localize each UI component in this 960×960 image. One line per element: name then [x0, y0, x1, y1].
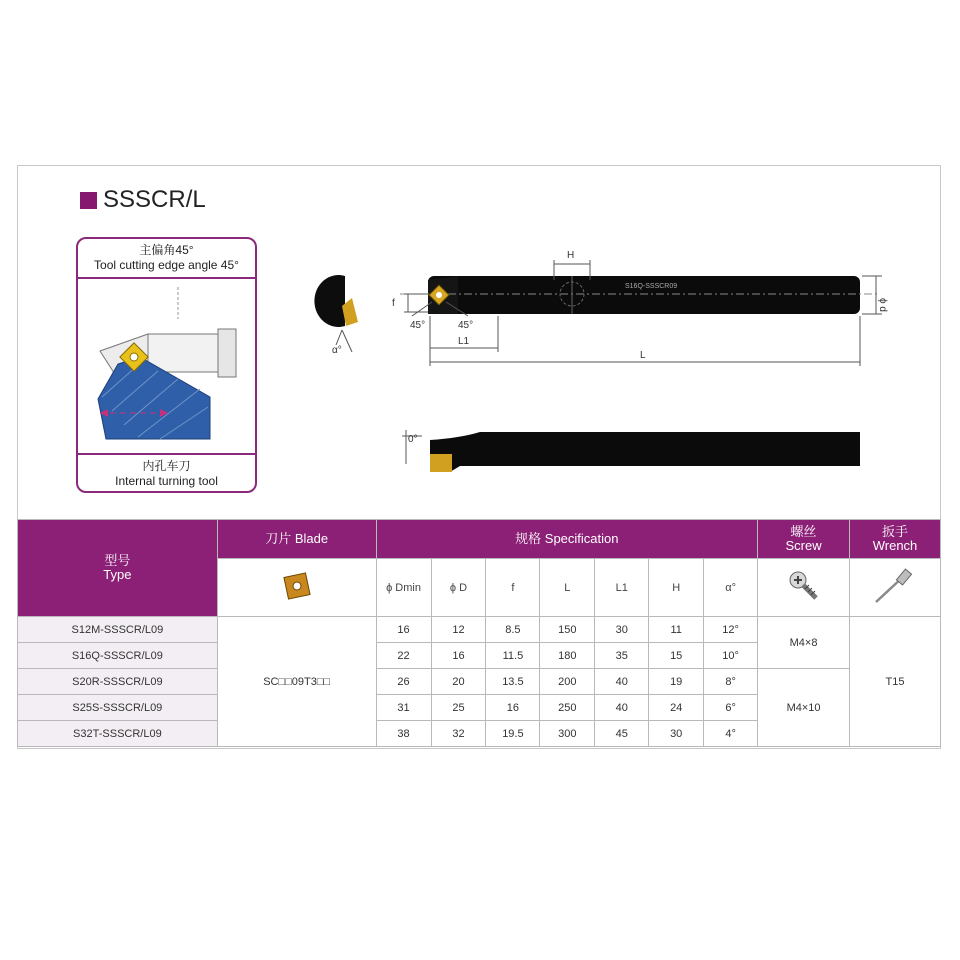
info-box — [76, 237, 257, 493]
col-alpha: α° — [704, 559, 758, 617]
L-label: L — [640, 350, 646, 361]
d-label: ϕ d — [877, 298, 888, 312]
tool-top-view — [400, 276, 880, 314]
cell: 22 — [376, 643, 431, 669]
dim-d — [862, 276, 888, 314]
cell: 32 — [431, 721, 486, 747]
cutting-illustration — [78, 279, 255, 453]
insert-icon — [277, 566, 317, 606]
spec-table — [17, 519, 941, 747]
col-L: L — [540, 559, 595, 617]
angle-right-label: 45° — [458, 320, 474, 331]
type-header-cn: 型号 — [104, 553, 131, 568]
cell: 12° — [704, 617, 758, 643]
alpha-label: α° — [332, 345, 342, 356]
cell: 11 — [649, 617, 704, 643]
screw-header-en: Screw — [785, 538, 822, 553]
cell: 300 — [540, 721, 595, 747]
cell: 10° — [704, 643, 758, 669]
angle-en: Tool cutting edge angle 45° — [94, 258, 239, 272]
cell: 200 — [540, 669, 595, 695]
screw-header-cn: 螺丝 — [790, 524, 817, 539]
angle-cn: 主偏角45° — [139, 243, 194, 257]
engraving: S16Q-SSSCR09 — [625, 283, 678, 290]
cell: 250 — [540, 695, 595, 721]
tool-cn: 内孔车刀 — [142, 459, 191, 473]
cell: 8.5 — [486, 617, 540, 643]
info-box-header — [78, 239, 255, 279]
row-type: S25S-SSSCR/L09 — [18, 695, 218, 721]
row-type: S32T-SSSCR/L09 — [18, 721, 218, 747]
angle-left-label: 45° — [410, 320, 426, 331]
wrench-icon — [872, 566, 918, 606]
insert-model: SC□□09T3□□ — [217, 617, 376, 747]
screw-header — [758, 520, 850, 559]
col-f: f — [486, 559, 540, 617]
wrench-header — [850, 520, 941, 559]
screw-large: M4×10 — [758, 669, 850, 747]
dim-L — [430, 316, 860, 366]
zero-label: 0° — [408, 434, 418, 445]
cell: 30 — [595, 617, 649, 643]
title-text: SSSCR/L — [103, 186, 206, 213]
cell: 16 — [431, 643, 486, 669]
cell: 13.5 — [486, 669, 540, 695]
spec-header: 规格 Specification — [376, 520, 758, 559]
tool-drawing — [300, 240, 900, 480]
cell: 35 — [595, 643, 649, 669]
blade-image-cell — [217, 559, 376, 617]
cell: 8° — [704, 669, 758, 695]
table-row — [18, 669, 941, 695]
wrench-header-cn: 扳手 — [881, 524, 908, 539]
cell: 38 — [376, 721, 431, 747]
product-title — [80, 186, 206, 214]
table-row — [18, 617, 941, 643]
tool-en: Internal turning tool — [115, 474, 218, 488]
wrench-value: T15 — [850, 617, 941, 747]
type-header — [18, 520, 218, 617]
cell: 19 — [649, 669, 704, 695]
f-label: f — [392, 298, 395, 309]
screw-small: M4×8 — [758, 617, 850, 669]
tool-side-view — [402, 430, 860, 472]
type-header-en: Type — [103, 567, 132, 582]
cell: 26 — [376, 669, 431, 695]
col-d: ϕ D — [431, 559, 486, 617]
end-view — [314, 275, 358, 356]
cell: 25 — [431, 695, 486, 721]
info-box-footer — [78, 453, 255, 491]
cell: 40 — [595, 695, 649, 721]
cell: 19.5 — [486, 721, 540, 747]
screw-icon — [784, 566, 824, 606]
cell: 16 — [376, 617, 431, 643]
L1-label: L1 — [458, 336, 470, 347]
cell: 6° — [704, 695, 758, 721]
cell: 12 — [431, 617, 486, 643]
cell: 180 — [540, 643, 595, 669]
cell: 4° — [704, 721, 758, 747]
wrench-header-en: Wrench — [872, 538, 918, 553]
cell: 20 — [431, 669, 486, 695]
cell: 30 — [649, 721, 704, 747]
cell: 150 — [540, 617, 595, 643]
row-type: S20R-SSSCR/L09 — [18, 669, 218, 695]
cell: 31 — [376, 695, 431, 721]
col-H: H — [649, 559, 704, 617]
col-dmin: ϕ Dmin — [376, 559, 431, 617]
screw-image-cell — [758, 559, 850, 617]
col-L1: L1 — [595, 559, 649, 617]
blade-header: 刀片 Blade — [217, 520, 376, 559]
wrench-image-cell — [850, 559, 941, 617]
dim-H — [554, 250, 590, 280]
H-label: H — [567, 250, 575, 261]
cell: 40 — [595, 669, 649, 695]
row-type: S16Q-SSSCR/L09 — [18, 643, 218, 669]
cell: 11.5 — [486, 643, 540, 669]
row-type: S12M-SSSCR/L09 — [18, 617, 218, 643]
cell: 45 — [595, 721, 649, 747]
title-marker — [80, 192, 97, 209]
cell: 24 — [649, 695, 704, 721]
cell: 16 — [486, 695, 540, 721]
cell: 15 — [649, 643, 704, 669]
